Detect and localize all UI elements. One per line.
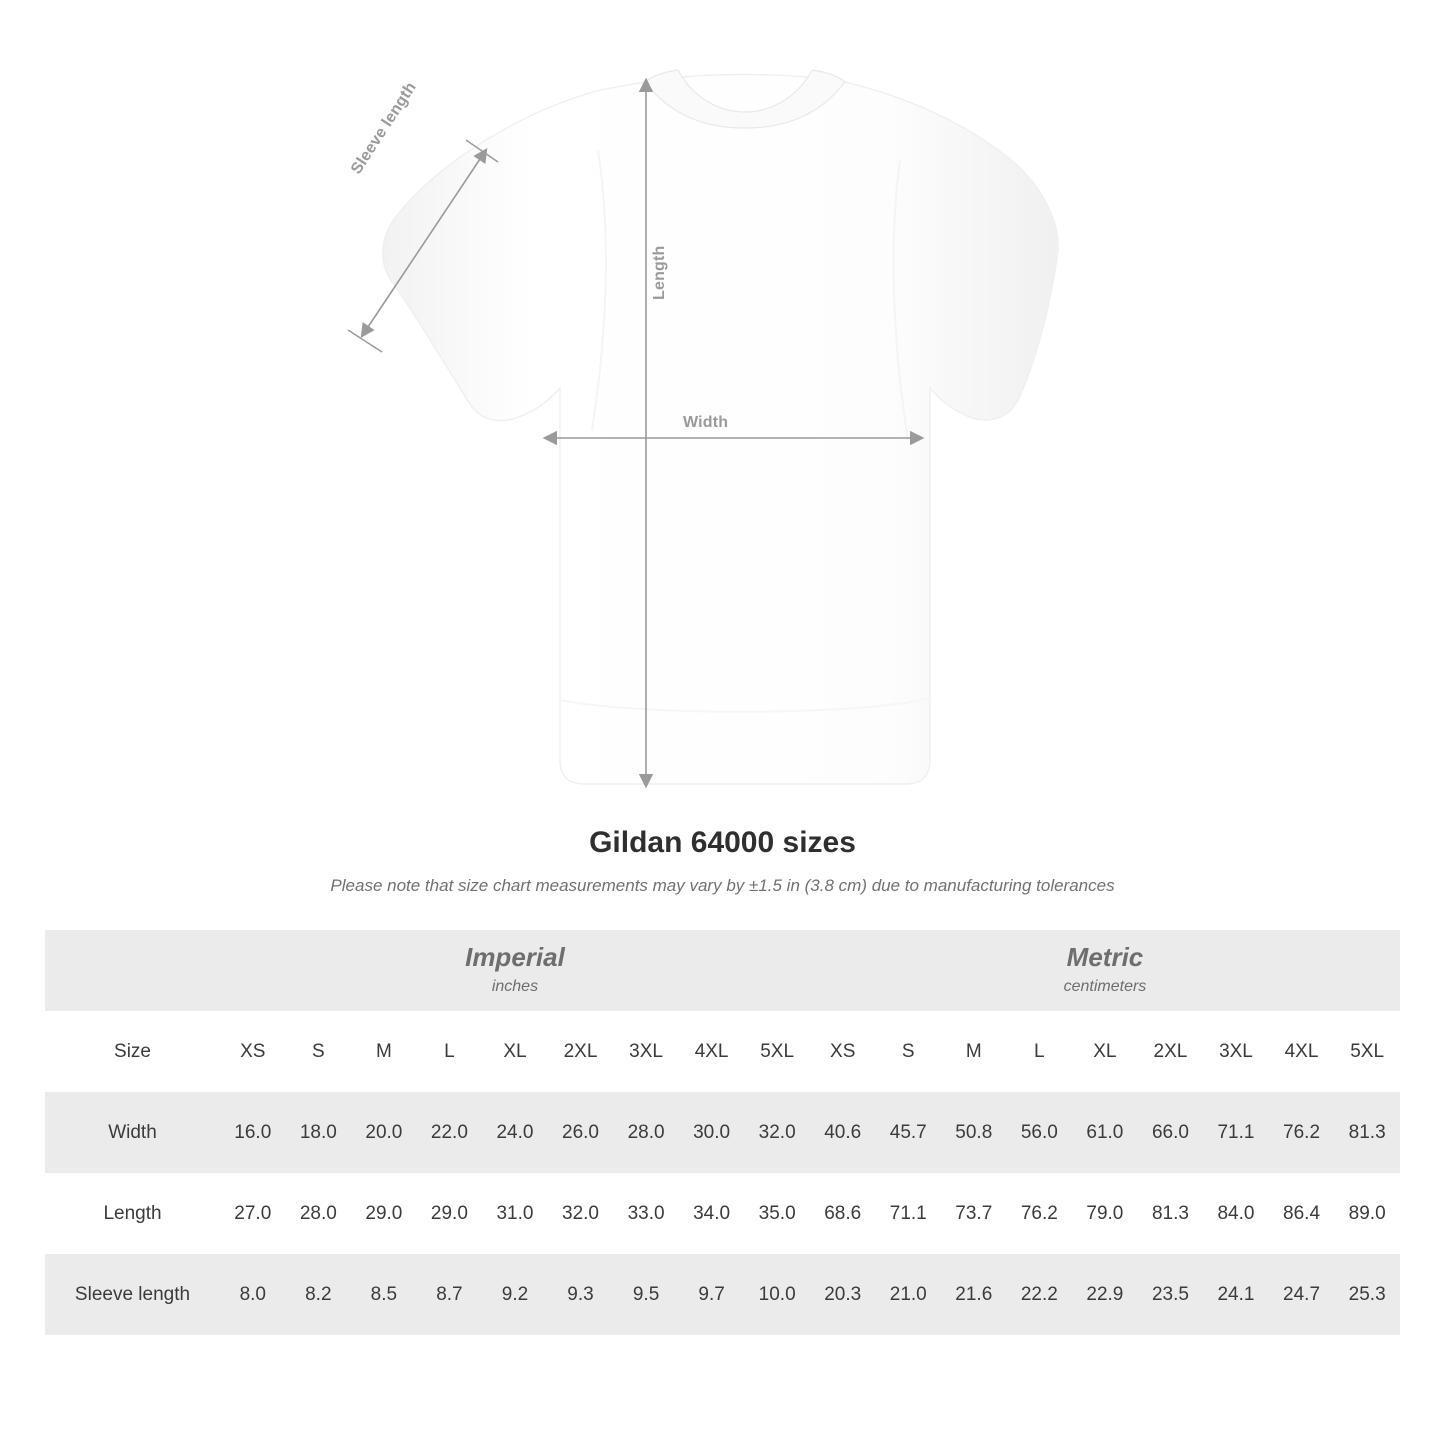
cell-length-metric-xl: 79.0 bbox=[1072, 1173, 1138, 1254]
cell-width-metric-xl: 61.0 bbox=[1072, 1092, 1138, 1173]
cell-length-imperial-l: 29.0 bbox=[417, 1173, 483, 1254]
size-col-imperial-2xl: 2XL bbox=[548, 1011, 614, 1092]
cell-width-metric-3xl: 71.1 bbox=[1203, 1092, 1269, 1173]
cell-sleeve-imperial-s: 8.2 bbox=[286, 1254, 352, 1335]
cell-sleeve-metric-4xl: 24.7 bbox=[1269, 1254, 1335, 1335]
size-header-label: Size bbox=[45, 1011, 220, 1092]
cell-sleeve-metric-l: 22.2 bbox=[1007, 1254, 1073, 1335]
size-table bbox=[45, 930, 1400, 1335]
cell-length-metric-3xl: 84.0 bbox=[1203, 1173, 1269, 1254]
size-col-metric-5xl: 5XL bbox=[1334, 1011, 1400, 1092]
size-col-imperial-4xl: 4XL bbox=[679, 1011, 745, 1092]
cell-sleeve-metric-m: 21.6 bbox=[941, 1254, 1007, 1335]
unit-header-metric bbox=[810, 930, 1400, 1011]
unit-sub-imperial: inches bbox=[491, 977, 539, 995]
cell-length-metric-xs: 68.6 bbox=[810, 1173, 876, 1254]
size-table-wrap bbox=[45, 930, 1400, 1335]
cell-length-metric-s: 71.1 bbox=[875, 1173, 941, 1254]
cell-length-metric-l: 76.2 bbox=[1007, 1173, 1073, 1254]
row-label-width: Width bbox=[45, 1092, 220, 1173]
size-col-metric-l: L bbox=[1007, 1011, 1073, 1092]
cell-width-metric-s: 45.7 bbox=[875, 1092, 941, 1173]
cell-width-imperial-4xl: 30.0 bbox=[679, 1092, 745, 1173]
size-col-imperial-xl: XL bbox=[482, 1011, 548, 1092]
size-header-row bbox=[45, 1011, 1400, 1092]
cell-length-metric-4xl: 86.4 bbox=[1269, 1173, 1335, 1254]
cell-width-metric-l: 56.0 bbox=[1007, 1092, 1073, 1173]
size-col-imperial-l: L bbox=[417, 1011, 483, 1092]
cell-sleeve-imperial-m: 8.5 bbox=[351, 1254, 417, 1335]
unit-header-row bbox=[45, 930, 1400, 1011]
width-label: Width bbox=[683, 414, 729, 431]
cell-length-imperial-4xl: 34.0 bbox=[679, 1173, 745, 1254]
cell-sleeve-imperial-5xl: 10.0 bbox=[744, 1254, 810, 1335]
cell-length-metric-5xl: 89.0 bbox=[1334, 1173, 1400, 1254]
table-row bbox=[45, 1092, 1400, 1173]
size-col-metric-m: M bbox=[941, 1011, 1007, 1092]
size-col-imperial-s: S bbox=[286, 1011, 352, 1092]
size-col-metric-xs: XS bbox=[810, 1011, 876, 1092]
length-label: Length bbox=[651, 245, 668, 300]
size-col-metric-4xl: 4XL bbox=[1269, 1011, 1335, 1092]
tolerance-note: Please note that size chart measurements may vary by ±1.5 in (3.8 cm) due to manufacturing tolerances bbox=[330, 876, 1115, 895]
size-col-metric-3xl: 3XL bbox=[1203, 1011, 1269, 1092]
table-row bbox=[45, 1173, 1400, 1254]
cell-length-imperial-s: 28.0 bbox=[286, 1173, 352, 1254]
cell-width-imperial-l: 22.0 bbox=[417, 1092, 483, 1173]
unit-name-metric: Metric bbox=[1066, 942, 1144, 973]
cell-sleeve-metric-5xl: 25.3 bbox=[1334, 1254, 1400, 1335]
cell-length-metric-m: 73.7 bbox=[941, 1173, 1007, 1254]
cell-sleeve-imperial-2xl: 9.3 bbox=[548, 1254, 614, 1335]
size-col-imperial-5xl: 5XL bbox=[744, 1011, 810, 1092]
cell-sleeve-metric-2xl: 23.5 bbox=[1138, 1254, 1204, 1335]
cell-width-metric-5xl: 81.3 bbox=[1334, 1092, 1400, 1173]
cell-length-imperial-5xl: 35.0 bbox=[744, 1173, 810, 1254]
sleeve-length-label: Sleeve length bbox=[348, 79, 420, 178]
cell-length-imperial-xl: 31.0 bbox=[482, 1173, 548, 1254]
cell-width-metric-m: 50.8 bbox=[941, 1092, 1007, 1173]
cell-length-imperial-m: 29.0 bbox=[351, 1173, 417, 1254]
chart-heading bbox=[0, 826, 1445, 896]
cell-sleeve-metric-3xl: 24.1 bbox=[1203, 1254, 1269, 1335]
cell-width-imperial-xl: 24.0 bbox=[482, 1092, 548, 1173]
cell-width-imperial-s: 18.0 bbox=[286, 1092, 352, 1173]
size-col-imperial-3xl: 3XL bbox=[613, 1011, 679, 1092]
cell-sleeve-imperial-xs: 8.0 bbox=[220, 1254, 286, 1335]
size-col-metric-2xl: 2XL bbox=[1138, 1011, 1204, 1092]
unit-header-imperial bbox=[220, 930, 810, 1011]
cell-sleeve-imperial-l: 8.7 bbox=[417, 1254, 483, 1335]
unit-sub-metric: centimeters bbox=[1063, 977, 1147, 995]
cell-sleeve-metric-xl: 22.9 bbox=[1072, 1254, 1138, 1335]
unit-name-imperial: Imperial bbox=[465, 942, 565, 973]
cell-width-metric-2xl: 66.0 bbox=[1138, 1092, 1204, 1173]
cell-width-metric-4xl: 76.2 bbox=[1269, 1092, 1335, 1173]
cell-width-imperial-m: 20.0 bbox=[351, 1092, 417, 1173]
table-row bbox=[45, 1254, 1400, 1335]
cell-width-imperial-2xl: 26.0 bbox=[548, 1092, 614, 1173]
cell-sleeve-metric-xs: 20.3 bbox=[810, 1254, 876, 1335]
cell-length-imperial-2xl: 32.0 bbox=[548, 1173, 614, 1254]
cell-length-imperial-xs: 27.0 bbox=[220, 1173, 286, 1254]
cell-sleeve-imperial-xl: 9.2 bbox=[482, 1254, 548, 1335]
cell-sleeve-imperial-3xl: 9.5 bbox=[613, 1254, 679, 1335]
sleeve-length-tick-bottom bbox=[348, 330, 382, 352]
cell-width-imperial-5xl: 32.0 bbox=[744, 1092, 810, 1173]
row-label-length: Length bbox=[45, 1173, 220, 1254]
cell-width-metric-xs: 40.6 bbox=[810, 1092, 876, 1173]
cell-length-metric-2xl: 81.3 bbox=[1138, 1173, 1204, 1254]
cell-length-imperial-3xl: 33.0 bbox=[613, 1173, 679, 1254]
size-col-metric-xl: XL bbox=[1072, 1011, 1138, 1092]
size-col-imperial-m: M bbox=[351, 1011, 417, 1092]
cell-sleeve-imperial-4xl: 9.7 bbox=[679, 1254, 745, 1335]
size-col-imperial-xs: XS bbox=[220, 1011, 286, 1092]
cell-sleeve-metric-s: 21.0 bbox=[875, 1254, 941, 1335]
unit-header-spacer bbox=[45, 930, 220, 1011]
cell-width-imperial-3xl: 28.0 bbox=[613, 1092, 679, 1173]
size-col-metric-s: S bbox=[875, 1011, 941, 1092]
row-label-sleeve-length: Sleeve length bbox=[45, 1254, 220, 1335]
page-title: Gildan 64000 sizes bbox=[589, 826, 856, 859]
cell-width-imperial-xs: 16.0 bbox=[220, 1092, 286, 1173]
